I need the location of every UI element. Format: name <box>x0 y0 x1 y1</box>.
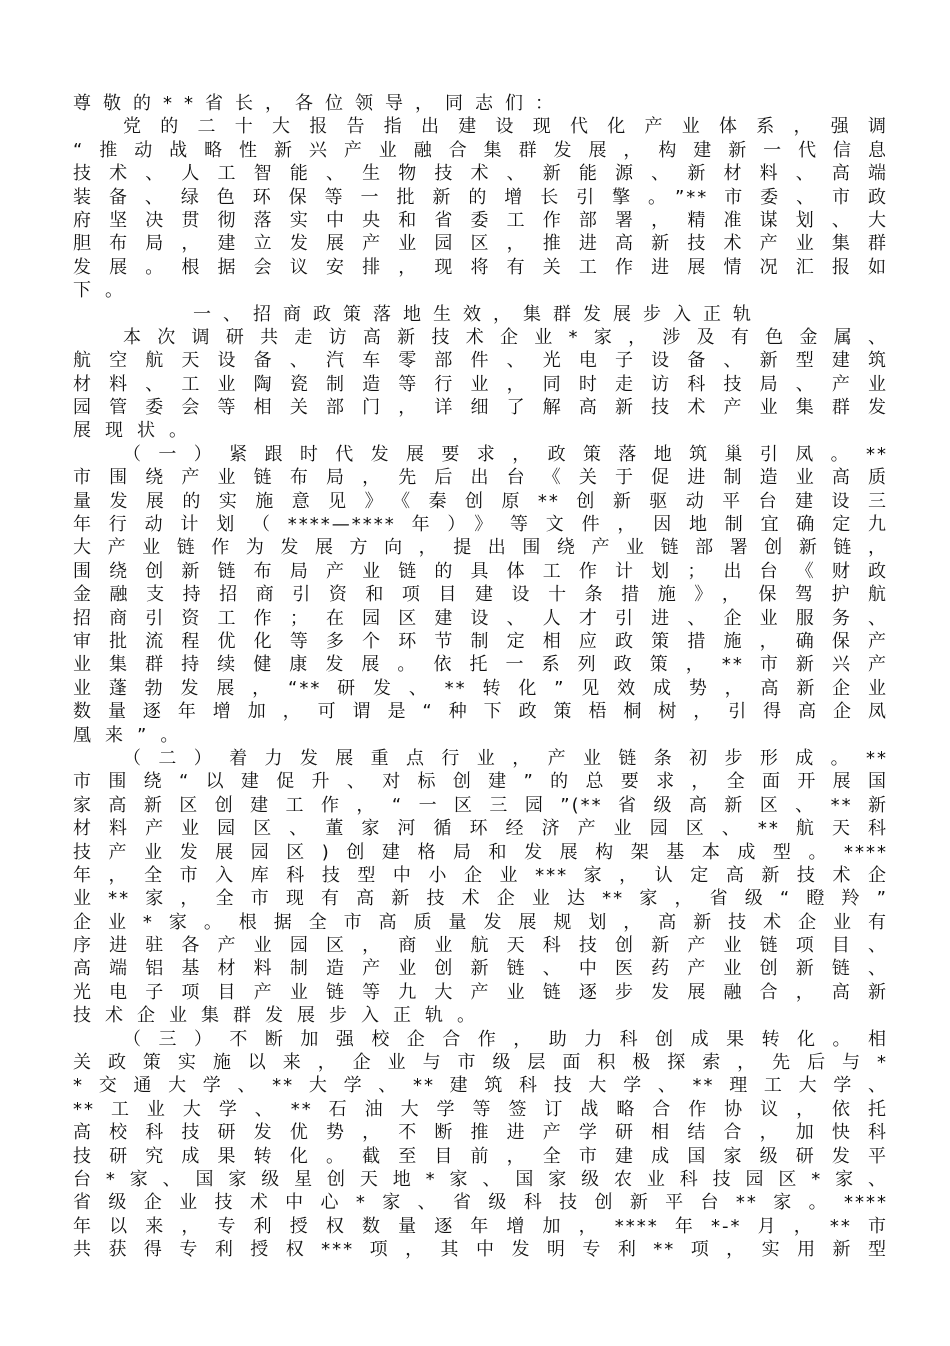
paragraph-line: 园管委会等相关部门，详细了解高新技术产业集群发 <box>73 397 888 419</box>
paragraph-line: 序进驻各产业园区，商业航天科技创新产业链项目、 <box>73 935 888 957</box>
paragraph-line: 家高新区创建工作，“一区三园”(**省级高新区、**新 <box>73 794 888 816</box>
paragraph-line: 技术、人工智能、生物技术、新能源、新材料、高端 <box>73 163 888 185</box>
section-heading: 一、招商政策落地生效，集群发展步入正轨 <box>193 303 763 325</box>
paragraph-line: 技产业发展园区)创建格局和发展构架基本成型。**** <box>73 841 888 863</box>
paragraph-line: 凰来”。 <box>73 724 193 746</box>
paragraph-line: 展现状。 <box>73 420 201 442</box>
paragraph-line: 年行动计划（****—****年）》等文件，因地制宜确定九 <box>73 514 888 536</box>
salutation-line: 尊敬的**省长，各位领导，同志们： <box>73 93 565 114</box>
paragraph-line: 航空航天设备、汽车零部件、光电子设备、新型建筑 <box>73 350 888 372</box>
paragraph-line: 府坚决贯彻落实中央和省委工作部署，精准谋划、大 <box>73 209 888 231</box>
paragraph-line: 年以来，专利授权数量逐年增加，****年*-*月，**市 <box>73 1215 888 1237</box>
paragraph-line: 装备、绿色环保等一批新的增长引擎。”**市委、市政 <box>73 186 888 208</box>
paragraph-line: 大产业链作为发展方向，提出围绕产业链部署创新链， <box>73 537 888 559</box>
paragraph-line: 光电子项目产业链等九大产业链逐步发展融合，高新 <box>73 981 888 1003</box>
paragraph-line: 关政策实施以来，企业与市级层面积极探索，先后与* <box>73 1052 888 1074</box>
paragraph-line: 市围绕“以建促升、对标创建”的总要求，全面开展国 <box>73 771 888 793</box>
paragraph-line: 审批流程优化等多个环节制定相应政策措施，确保产 <box>73 630 888 652</box>
paragraph-line: 材料、工业陶瓷制造等行业，同时走访科技局、产业 <box>73 373 888 395</box>
paragraph-line: 省级企业技术中心*家、省级科技创新平台**家。**** <box>73 1192 888 1214</box>
paragraph-line: *交通大学、**大学、**建筑科技大学、**理工大学、 <box>73 1075 888 1097</box>
paragraph-line: 下。 <box>73 280 137 302</box>
paragraph-line: **工业大学、**石油大学等签订战略合作协议，依托 <box>73 1098 888 1120</box>
paragraph-line: 业**家，全市现有高新技术企业达**家，省级“瞪羚” <box>73 888 888 910</box>
paragraph-line: 技术企业集群发展步入正轨。 <box>73 1005 489 1027</box>
paragraph-line: 招商引资工作；在园区建设、人才引进、企业服务、 <box>73 607 888 629</box>
subsection-heading-line: （一）紧跟时代发展要求，政策落地筑巢引凤。** <box>123 443 888 465</box>
paragraph-line: 发展。根据会议安排，现将有关工作进展情况汇报如 <box>73 256 888 278</box>
paragraph-line: 量发展的实施意见》《秦创原**创新驱动平台建设三 <box>73 490 888 512</box>
paragraph-line: 年，全市入库科技型中小企业***家，认定高新技术企 <box>73 864 888 886</box>
paragraph-line: 数量逐年增加，可谓是“种下政策梧桐树，引得高企凤 <box>73 701 888 723</box>
paragraph-line: 材料产业园区、董家河循环经济产业园区、**航天科 <box>73 818 888 840</box>
paragraph-line: 党的二十大报告指出建设现代化产业体系，强调 <box>123 116 888 138</box>
paragraph-line: “推动战略性新兴产业融合集群发展，构建新一代信息 <box>73 139 888 161</box>
report-body <box>73 92 888 1262</box>
subsection-heading-line: （三）不断加强校企合作，助力科创成果转化。相 <box>123 1028 888 1050</box>
paragraph-line: 本次调研共走访高新技术企业*家，涉及有色金属、 <box>123 326 888 348</box>
paragraph-line: 高端铝基材料制造产业创新链、中医药产业创新链、 <box>73 958 888 980</box>
paragraph-line: 业集群持续健康发展。依托一系列政策，**市新兴产 <box>73 654 888 676</box>
paragraph-line: 台*家、国家级星创天地*家、国家级农业科技园区*家、 <box>73 1168 888 1190</box>
paragraph-line: 共获得专利授权***项，其中发明专利**项，实用新型 <box>73 1239 888 1261</box>
paragraph-line: 胆布局，建立发展产业园区，推进高新技术产业集群 <box>73 233 888 255</box>
paragraph-line: 业蓬勃发展，“**研发、**转化”见效成势，高新企业 <box>73 677 888 699</box>
paragraph-line: 金融支持招商引资和项目建设十条措施》，保驾护航 <box>73 584 888 606</box>
subsection-heading-line: （二）着力发展重点行业，产业链条初步形成。** <box>123 747 888 769</box>
paragraph-line: 围绕创新链布局产业链的具体工作计划；出台《财政 <box>73 560 888 582</box>
paragraph-line: 高校科技研发优势，不断推进产学研相结合，加快科 <box>73 1122 888 1144</box>
paragraph-line: 市围绕产业链布局，先后出台《关于促进制造业高质 <box>73 467 888 489</box>
paragraph-line: 企业*家。根据全市高质量发展规划，高新技术企业有 <box>73 911 888 933</box>
paragraph-line: 技研究成果转化。截至目前，全市建成国家级研发平 <box>73 1145 888 1167</box>
